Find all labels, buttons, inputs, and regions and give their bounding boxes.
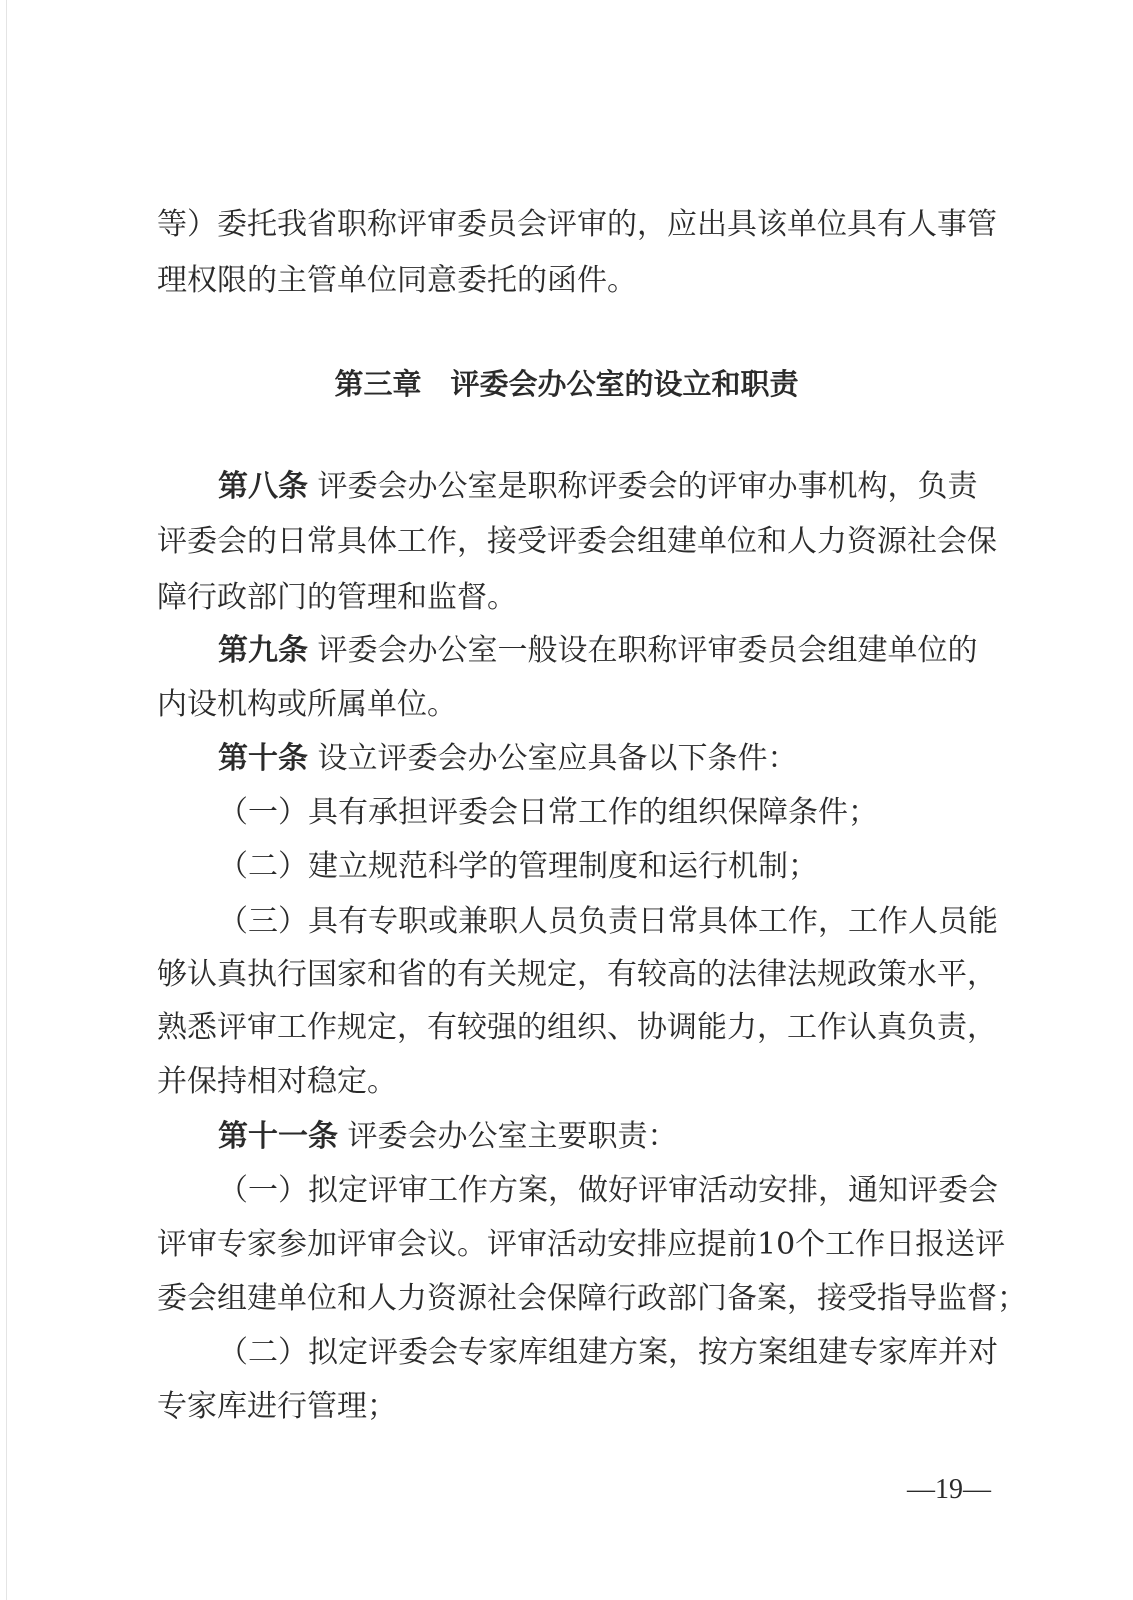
article-text: 评委会办公室是职称评委会的评审办事机构，负责: [317, 469, 978, 504]
chapter-heading: 第三章 评委会办公室的设立和职责: [334, 367, 799, 401]
article-label: 第八条: [218, 469, 308, 504]
text-line: 熟悉评审工作规定，有较强的组织、协调能力，工作认真负责，: [157, 1010, 997, 1045]
text-line: 专家库进行管理；: [157, 1389, 397, 1424]
scan-edge: [6, 0, 7, 1600]
list-item: （二）建立规范科学的管理制度和运行机制；: [218, 849, 818, 884]
article-10-first-line: [218, 739, 798, 779]
list-item: （一）拟定评审工作方案，做好评审活动安排，通知评委会: [218, 1173, 998, 1208]
article-text: 评委会办公室主要职责：: [347, 1119, 678, 1154]
list-item: （三）具有专职或兼职人员负责日常具体工作，工作人员能: [218, 904, 998, 939]
list-item: （二）拟定评委会专家库组建方案，按方案组建专家库并对: [218, 1335, 998, 1370]
article-11-first-line: [218, 1117, 678, 1157]
text-line: 并保持相对稳定。: [157, 1064, 397, 1099]
text-line: 等）委托我省职称评审委员会评审的，应出具该单位具有人事管: [157, 207, 997, 242]
article-label: 第十条: [218, 741, 308, 776]
text-line: 障行政部门的管理和监督。: [157, 580, 517, 615]
text-line: 评委会的日常具体工作，接受评委会组建单位和人力资源社会保: [157, 524, 997, 559]
text-line: 够认真执行国家和省的有关规定，有较高的法律法规政策水平，: [157, 957, 997, 992]
article-label: 第十一条: [218, 1119, 338, 1154]
text-line: 委会组建单位和人力资源社会保障行政部门备案，接受指导监督；: [157, 1281, 1027, 1316]
article-text: 设立评委会办公室应具备以下条件：: [317, 741, 798, 776]
text-line: 内设机构或所属单位。: [157, 687, 457, 722]
article-8-first-line: [218, 467, 978, 507]
page-number: —19—: [907, 1474, 991, 1505]
article-label: 第九条: [218, 633, 308, 668]
text-line: 理权限的主管单位同意委托的函件。: [157, 263, 637, 298]
text-line: 评审专家参加评审会议。评审活动安排应提前10个工作日报送评: [157, 1227, 1006, 1262]
list-item: （一）具有承担评委会日常工作的组织保障条件；: [218, 795, 878, 830]
article-9-first-line: [218, 631, 978, 671]
article-text: 评委会办公室一般设在职称评审委员会组建单位的: [317, 633, 978, 668]
